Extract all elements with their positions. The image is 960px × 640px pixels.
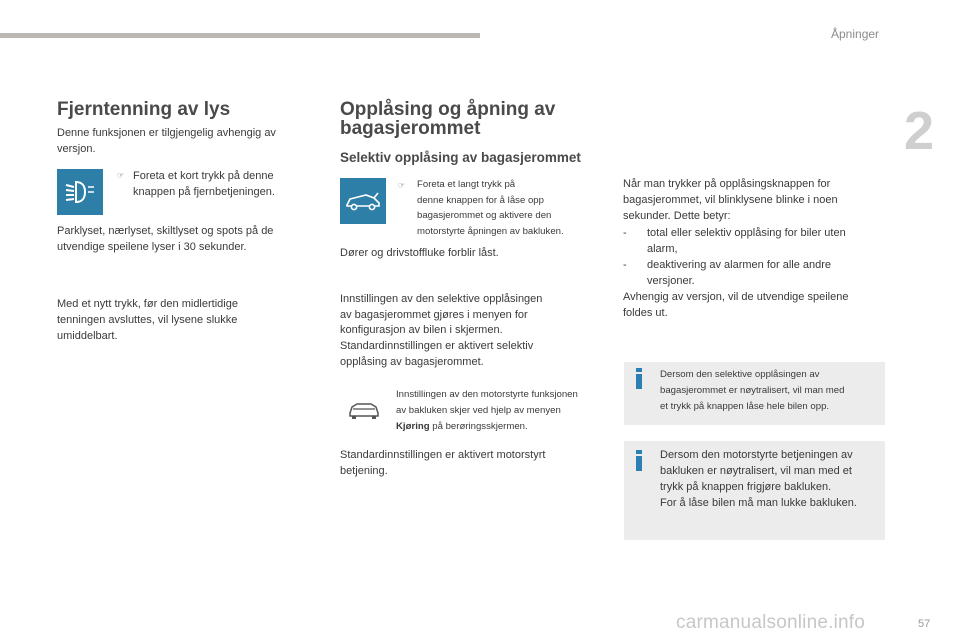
header-bar [0, 33, 480, 38]
left-para2-2: tenningen avsluttes, vil lysene slukke [57, 314, 238, 326]
section-label: Åpninger [831, 27, 880, 41]
middle-note-3 [396, 419, 528, 434]
middle-step-4: motorstyrte åpningen av bakluken. [417, 226, 564, 237]
info-icon [636, 456, 642, 471]
right-list-2-line2: versjoner. [647, 275, 695, 287]
info2-line1: Dersom den motorstyrte betjeningen av [660, 449, 853, 461]
info2-line3: trykk på knappen frigjøre bakluken. [660, 481, 832, 493]
page-number: 57 [918, 618, 931, 630]
right-para-2: bagasjerommet, vil blinklysene blinke i noen [623, 194, 838, 206]
remote-lighting-icon [57, 169, 103, 215]
right-para-3: sekunder. Dette betyr: [623, 210, 731, 222]
middle-step-2: denne knappen for å låse opp [417, 195, 544, 206]
left-intro-2: versjon. [57, 143, 96, 155]
middle-title-1: Opplåsing og åpning av [340, 99, 556, 120]
left-step-1: Foreta et kort trykk på denne [133, 170, 274, 182]
middle-note-1: Innstillingen av den motorstyrte funksjonen [396, 389, 578, 400]
car-settings-icon [347, 400, 381, 425]
middle-title-2: bagasjerommet [340, 118, 481, 139]
car-trunk-icon [340, 178, 386, 224]
left-para1-1: Parklyset, nærlyset, skiltlyset og spots på de [57, 225, 274, 237]
right-list-dash-2: - [623, 259, 627, 271]
left-step-2: knappen på fjernbetjeningen. [133, 186, 275, 198]
middle-step-3: bagasjerommet og aktivere den [417, 210, 552, 221]
middle-para1-1: Innstillingen av den selektive opplåsingen [340, 293, 543, 305]
middle-step-1: Foreta et langt trykk på [417, 179, 516, 190]
footer-watermark: carmanualsonline.info [676, 612, 866, 633]
right-para2-2: foldes ut. [623, 307, 668, 319]
right-para2-1: Avhengig av versjon, vil de utvendige speilene [623, 291, 849, 303]
info2-line2: bakluken er nøytralisert, vil man med et [660, 465, 852, 477]
right-para-1: Når man trykker på opplåsingsknappen for [623, 178, 831, 190]
middle-doors: Dører og drivstoffluke forblir låst. [340, 247, 499, 259]
chapter-number: 2 [904, 101, 935, 161]
left-para1-2: utvendige speilene lyser i 30 sekunder. [57, 241, 247, 253]
middle-para1-2: av bagasjerommet gjøres i menyen for [340, 309, 528, 321]
right-list-2-line1: deaktivering av alarmen for alle andre [647, 259, 832, 271]
middle-subtitle: Selektiv opplåsing av bagasjerommet [340, 150, 581, 165]
middle-para2-1: Standardinnstillingen er aktivert motorstyrt [340, 449, 546, 461]
middle-note-bold: Kjøring [396, 421, 430, 432]
info1-line1: Dersom den selektive opplåsingen av [660, 369, 820, 380]
middle-para1-3: konfigurasjon av bilen i skjermen. [340, 324, 503, 336]
left-para2-3: umiddelbart. [57, 330, 118, 342]
left-intro-1: Denne funksjonen er tilgjengelig avhengig av [57, 127, 276, 139]
right-list-1-line2: alarm, [647, 243, 678, 255]
right-list-1-line1: total eller selektiv opplåsing for biler uten [647, 227, 846, 239]
middle-step-bullet: ☞ [398, 181, 406, 190]
left-title: Fjerntenning av lys [57, 99, 231, 120]
left-step-bullet: ☞ [117, 171, 125, 180]
info2-line4: For å låse bilen må man lukke bakluken. [660, 497, 857, 509]
middle-note-rest: på berøringsskjermen. [429, 421, 528, 432]
middle-para1-5: opplåsing av bagasjerommet. [340, 356, 484, 368]
info1-line3: et trykk på knappen låse hele bilen opp. [660, 401, 830, 412]
info-icon [636, 374, 642, 389]
info1-line2: bagasjerommet er nøytralisert, vil man med [660, 385, 845, 396]
left-para2-1: Med et nytt trykk, før den midlertidige [57, 298, 238, 310]
right-list-dash-1: - [623, 227, 627, 239]
middle-para1-4: Standardinnstillingen er aktivert selektiv [340, 340, 534, 352]
middle-note-2: av bakluken skjer ved hjelp av menyen [396, 405, 561, 416]
middle-para2-2: betjening. [340, 465, 388, 477]
